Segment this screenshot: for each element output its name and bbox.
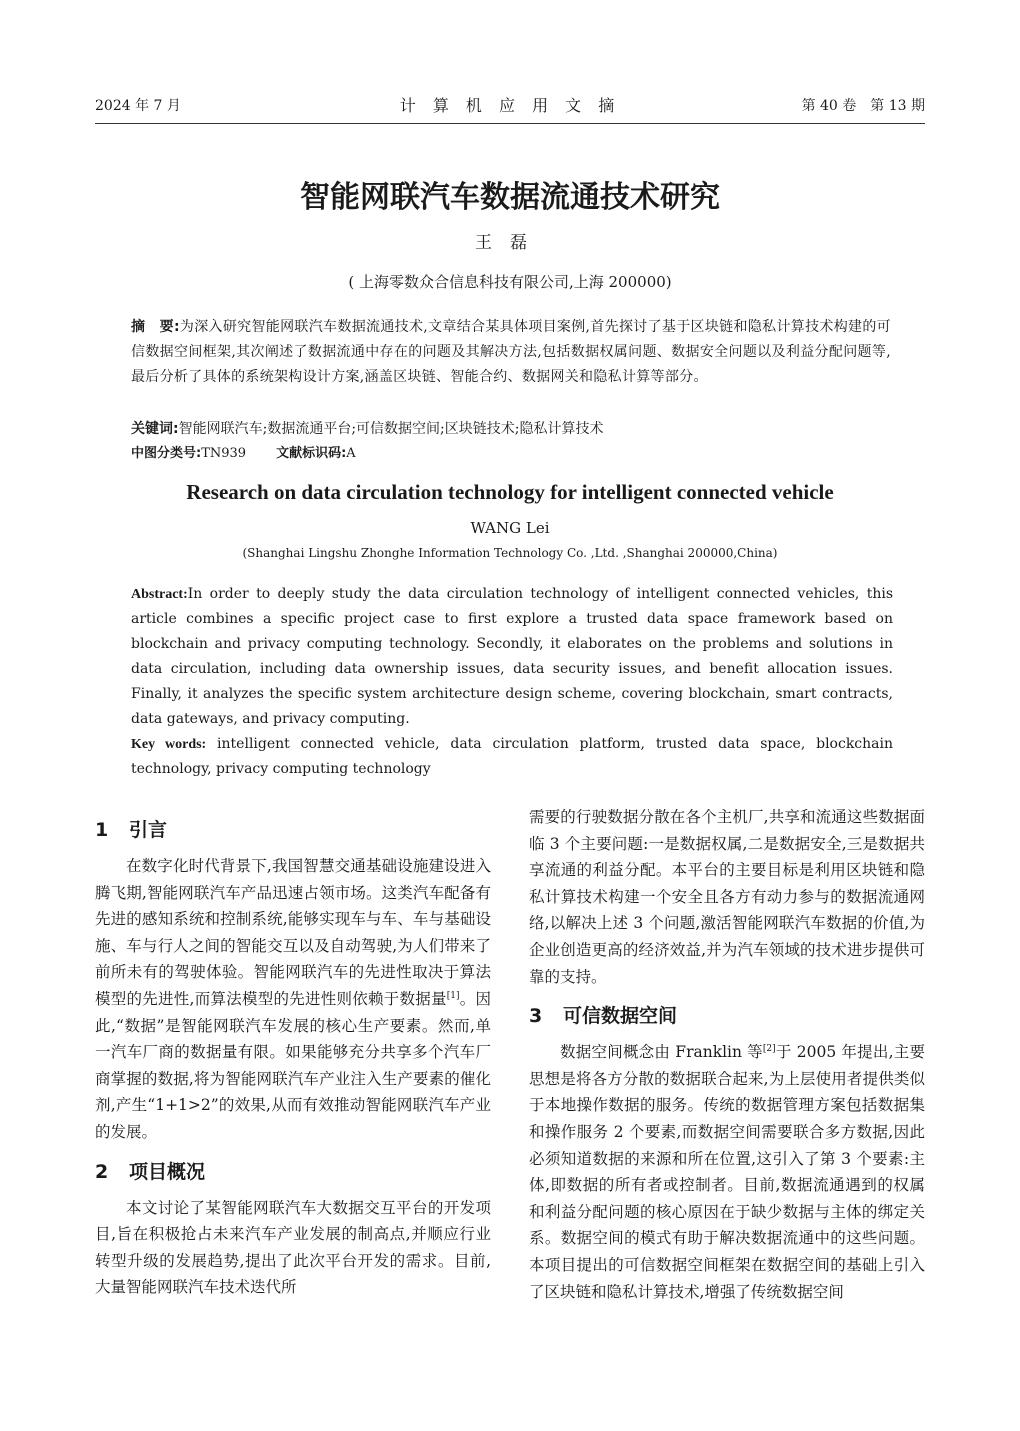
paragraph-text: 于 2005 年提出,主要思想是将各方分散的数据联合起来,为上层使用者提供类似于本地操作数据的服务。传统的数据管理方案包括数据集和操作服务 2 个要素,而数据空间需要联合多方数据,因此必须知道数据的来源和所在位置,这引入了第 3 个要素:主体,即数据的所有者或控制者。目前,数据流通遇到的权属和利益分配问题的核心原因在于缺少数据与主体的绑定关系。数据空间的模式有助于解决数据流通中的这些问题。本项目提出的可信数据空间框架在数据空间的基础上引入了区块链和隐私计算技术,增强了传统数据空间 <box>529 1043 925 1301</box>
paragraph <box>529 1039 925 1305</box>
keywords-en <box>131 732 893 782</box>
section-heading-2 <box>95 1158 491 1186</box>
keywords-cn <box>131 417 891 441</box>
paragraph-text: 。因此,“数据”是智能网联汽车发展的核心生产要素。然而,单一汽车厂商的数据量有限。如果能够充分共享多个汽车厂商掌握的数据,将为智能网联汽车产业注入生产要素的催化剂,产生“1+1>2”的效果,从而有效推动智能网联汽车产业的发展。 <box>95 989 491 1141</box>
abstract-cn-text: 为深入研究智能网联汽车数据流通技术,文章结合某具体项目案例,首先探讨了基于区块链和隐私计算技术构建的可信数据空间框架,其次阐述了数据流通中存在的问题及其解决方法,包括数据权属问题、数据安全问题以及利益分配问题等,最后分析了具体的系统架构设计方案,涵盖区块链、智能合约、数据网关和隐私计算等部分。 <box>131 319 891 385</box>
keywords-en-label: Key words: <box>131 737 207 752</box>
header-divider <box>95 123 925 124</box>
section-title: 引言 <box>129 819 168 841</box>
paragraph <box>95 853 491 1146</box>
classification-line <box>131 443 891 465</box>
section-number: 3 <box>529 1005 543 1028</box>
body-column-right <box>529 804 925 1305</box>
doc-code-label: 文献标识码: <box>276 446 347 461</box>
section-title: 可信数据空间 <box>563 1005 678 1028</box>
section-number: 2 <box>95 1160 109 1183</box>
paragraph: 本文讨论了某智能网联汽车大数据交互平台的开发项目,旨在积极抢占未来汽车产业发展的制高点,并顺应行业转型升级的发展趋势,提出了此次平台开发的需求。目前,大量智能网联汽车技术迭代所 <box>95 1198 491 1297</box>
clc-label: 中图分类号: <box>131 446 202 461</box>
section-number: 1 <box>95 819 109 841</box>
header-issue: 第 40 卷 第 13 期 <box>801 98 925 114</box>
header-date: 2024 年 7 月 <box>95 98 181 114</box>
section-heading-1 <box>95 816 491 844</box>
abstract-en-text: In order to deeply study the data circulation technology of intelligent connected vehicles, this article combines a specific project case to first explore a trusted data space framework based on blockchain and privacy computing technology. Secondly, it elaborates on the problems and solutions in data circulation, including data ownership issues, data security issues, and benefit allocation issues. Finally, it analyzes the specific system architecture design scheme, covering blockchain, smart contracts, data gateways, and privacy computing. <box>131 586 893 727</box>
clc-value: TN939 <box>201 446 247 461</box>
paragraph-continued: 需要的行驶数据分散在各个主机厂,共享和流通这些数据面临 3 个主要问题:一是数据权属,二是数据安全,三是数据共享流通的利益分配。本平台的主要目标是利用区块链和隐私计算技术构建一个安全且各方有动力参与的数据流通网络,以解决上述 3 个问题,激活智能网联汽车数据的价值,为企业创造更高的经济效益,并为汽车领域的技术进步提供可靠的支持。 <box>529 808 925 986</box>
running-header <box>95 96 925 124</box>
header-journal: 计 算 机 应 用 文 摘 <box>399 96 621 115</box>
citation-ref[interactable]: [2] <box>762 1044 776 1054</box>
abstract-cn <box>131 315 891 390</box>
author-affiliation-en: (Shanghai Lingshu Zhonghe Information Technology Co. ,Ltd. ,Shanghai 200000,China) <box>242 546 778 560</box>
citation-ref[interactable]: [1] <box>446 990 460 1001</box>
author-name: 王磊 <box>475 233 545 253</box>
section-heading-3 <box>529 1002 925 1030</box>
abstract-en <box>131 582 893 732</box>
keywords-cn-text: 智能网联汽车;数据流通平台;可信数据空间;区块链技术;隐私计算技术 <box>178 421 604 437</box>
doc-code-value: A <box>346 446 356 461</box>
section-title: 项目概况 <box>129 1160 206 1183</box>
paper-title-en: Research on data circulation technology for intelligent connected vehicle <box>186 480 834 504</box>
paragraph-text: 在数字化时代背景下,我国智慧交通基础设施建设进入腾飞期,智能网联汽车产品迅速占领市场。这类汽车配备有先进的感知系统和控制系统,能够实现车与车、车与基础设施、车与行人之间的智能交互以及自动驾驶,为人们带来了前所未有的驾驶体验。智能网联汽车的先进性取决于算法模型的先进性,而算法模型的先进性则依赖于数据量 <box>95 857 491 1008</box>
keywords-cn-label: 关键词: <box>131 421 179 437</box>
author-affiliation: ( 上海零数众合信息科技有限公司,上海 200000) <box>348 273 672 291</box>
paragraph-text: 数据空间概念由 Franklin 等 <box>560 1043 763 1062</box>
abstract-en-label: Abstract: <box>131 587 188 602</box>
author-name-en: WANG Lei <box>470 519 550 537</box>
paper-title: 智能网联汽车数据流通技术研究 <box>300 180 720 215</box>
body-column-left <box>95 804 491 1301</box>
abstract-cn-label: 摘 要: <box>131 319 180 335</box>
keywords-en-text: intelligent connected vehicle, data circulation platform, trusted data space, blockchain technology, privacy computing technology <box>131 736 893 777</box>
